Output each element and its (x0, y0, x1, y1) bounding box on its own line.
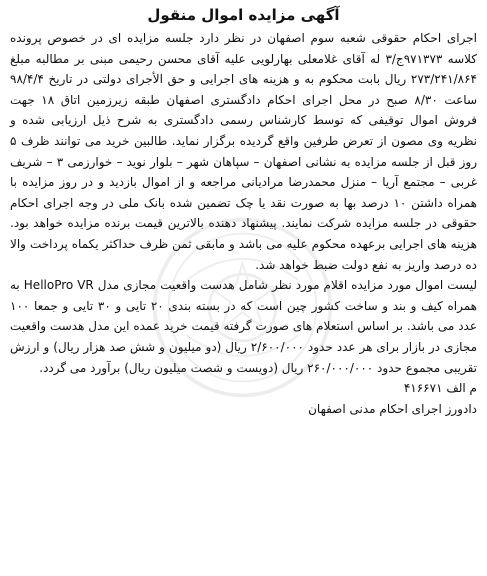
notice-signature: دادورز اجرای احکام مدنی اصفهان (308, 401, 477, 416)
notice-reference-number: م الف ۴۱۶۶۷۱ (403, 381, 477, 396)
notice-title: آگهی مزایده اموال منقول (147, 6, 340, 24)
notice-body-paragraph-2: لیست اموال مورد مزایده اقلام مورد نظر شامل هدست واقعیت مجازی مدل HelloPro VR به همراه کیف و بند و ساخت کشور چین است که در بسته بندی ۲۰ تایی و ۳۰ تایی و جمعا ۱۰۰ عدد می باشد. بر اساس استعلام های صورت گرفته قیمت خرید عمده این مدل هدست واقعیت مجازی در بازار برای هر عدد حدود ۲/۶۰۰/۰۰۰ ریال (دو میلیون و شش صد هزار ریال) و ارزش تقریبی مجموع حدود ۲۶۰/۰۰۰/۰۰۰ ریال (دویست و شصت میلیون ریال) برآورد می گردد. (10, 278, 477, 375)
court-seal-icon (150, 215, 335, 400)
notice-body-paragraph-1: اجرای احکام حقوقی شعبه سوم اصفهان در نظر دارد جلسه مزایده ای در خصوص پرونده کلاسه ۹۷۱۳۷۳ج/۳ له آقای غلامعلی بهارلویی علیه آقای محسن رحیمی مبنی بر مطالبه مبلغ ۲۷۳/۲۴۱/۸۶۴ ریال بابت محکوم به و هزینه های اجرایی و حق الأجرای دولتی در تاریخ ۹۸/۴/۴ ساعت ۸/۳۰ صبح در محل اجرای احکام دادگستری اصفهان طبقه زیرزمین اتاق ۱۸ جهت فروش اموال توقیفی که توسط کارشناس رسمی دادگستری به شرح ذیل ارزیابی شده و نظریه وی مصون از تعرض طرفین واقع گردیده برگزار نماید. طالبین خرید می توانند ظرف ۵ روز قبل از جلسه مزایده به نشانی اصفهان – سپاهان شهر – بلوار نوید – خوارزمی ۳ – شریف غربی – مجتمع آریا – منزل محمدرضا مرادیانی مراجعه و از اموال بازدید و در روز مزایده با همراه داشتن ۱۰ درصد بها به صورت نقد یا چک تضمین شده بانک ملی در وجه اجرای احکام حقوقی در جلسه مزایده شرکت نمایند. پیشنهاد دهنده بالاترین قیمت برنده مزایده خواهد بود. هزینه های اجرایی برعهده محکوم علیه می باشد و مابقی ثمن ظرف حداکثر یکماه پرداخت والا ده درصد واریز به نفع دولت ضبط خواهد شد. (10, 31, 478, 272)
